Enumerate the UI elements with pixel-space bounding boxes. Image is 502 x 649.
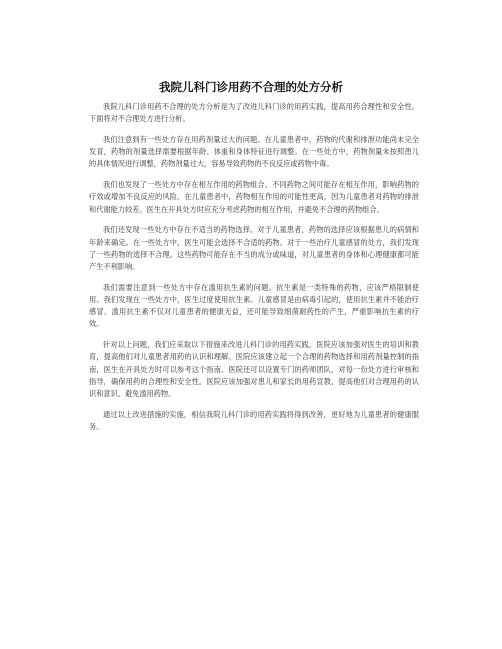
document-body [89, 101, 419, 442]
document-title: 我院儿科门诊用药不合理的处方分析 [159, 80, 343, 94]
paragraph-intro: 我院儿科门诊用药不合理的处方分析是为了改进儿科门诊的用药实践，提高用药合理性和安全性。下面将对不合理处方进行分析。 [89, 102, 419, 124]
paragraph-dosage: 我们注意到有一些处方存在用药剂量过大的问题。在儿童患者中，药物的代谢和排泄功能尚未完全发育，药物的剂量选择需要根据年龄、体重和身体特征进行调整。在一些处方中，药物剂量未按照患儿的具体情况进行调整，药物剂量过大，容易导致药物的不良反应或药物中毒。 [89, 135, 419, 169]
paragraph-antibiotics: 我们需要注意到一些处方中存在滥用抗生素的问题。抗生素是一类特殊的药物，应该严格限制使用。我们发现在一些处方中，医生过度使用抗生素。儿童感冒是由病毒引起的，使用抗生素并不能治疗感冒。滥用抗生素不仅对儿童患者的健康无益，还可能导致细菌耐药性的产生，严重影响抗生素的疗效。 [89, 282, 419, 329]
paragraph-measures: 针对以上问题，我们应采取以下措施来改进儿科门诊的用药实践。医院应该加强对医生的培训和教育，提高他们对儿童患者用药的认识和理解。医院应该建立起一个合理的药物选择和用药剂量控制的指南，医生在开具处方时可以参考这个指南。医院还可以设置专门的药师团队，对每一份处方进行审核和指导，确保用药的合理性和安全性。医院应该加强对患儿和家长的用药宣教，提高他们对合理用药的认识和意识，避免滥用药物。 [89, 340, 419, 399]
paragraph-interaction: 我们也发现了一些处方中存在相互作用的药物组合。不同药物之间可能存在相互作用，影响药物的疗效或增加不良反应的风险。在儿童患者中，药物相互作用的可能性更高，因为儿童患者对药物的排泄和代谢能力较差。医生在开具处方时应充分考虑药物的相互作用，并避免不合理的药物组合。 [89, 180, 419, 214]
paragraph-drug-choice: 我们还发现一些处方中存在不适当的药物选择。对于儿童患者，药物的选择应该根据患儿的病情和年龄来确定。在一些处方中，医生可能会选择不合适的药物。对于一些治疗儿童感冒的处方，我们发现了一些药物的选择不合理。这些药物可能存在不当的成分或味道，对儿童患者的身体和心理健康都可能产生不利影响。 [89, 225, 419, 272]
paragraph-conclusion: 通过以上改进措施的实施，相信我院儿科门诊的用药实践将得到改善，更好地为儿童患者的健康服务。 [89, 409, 419, 432]
